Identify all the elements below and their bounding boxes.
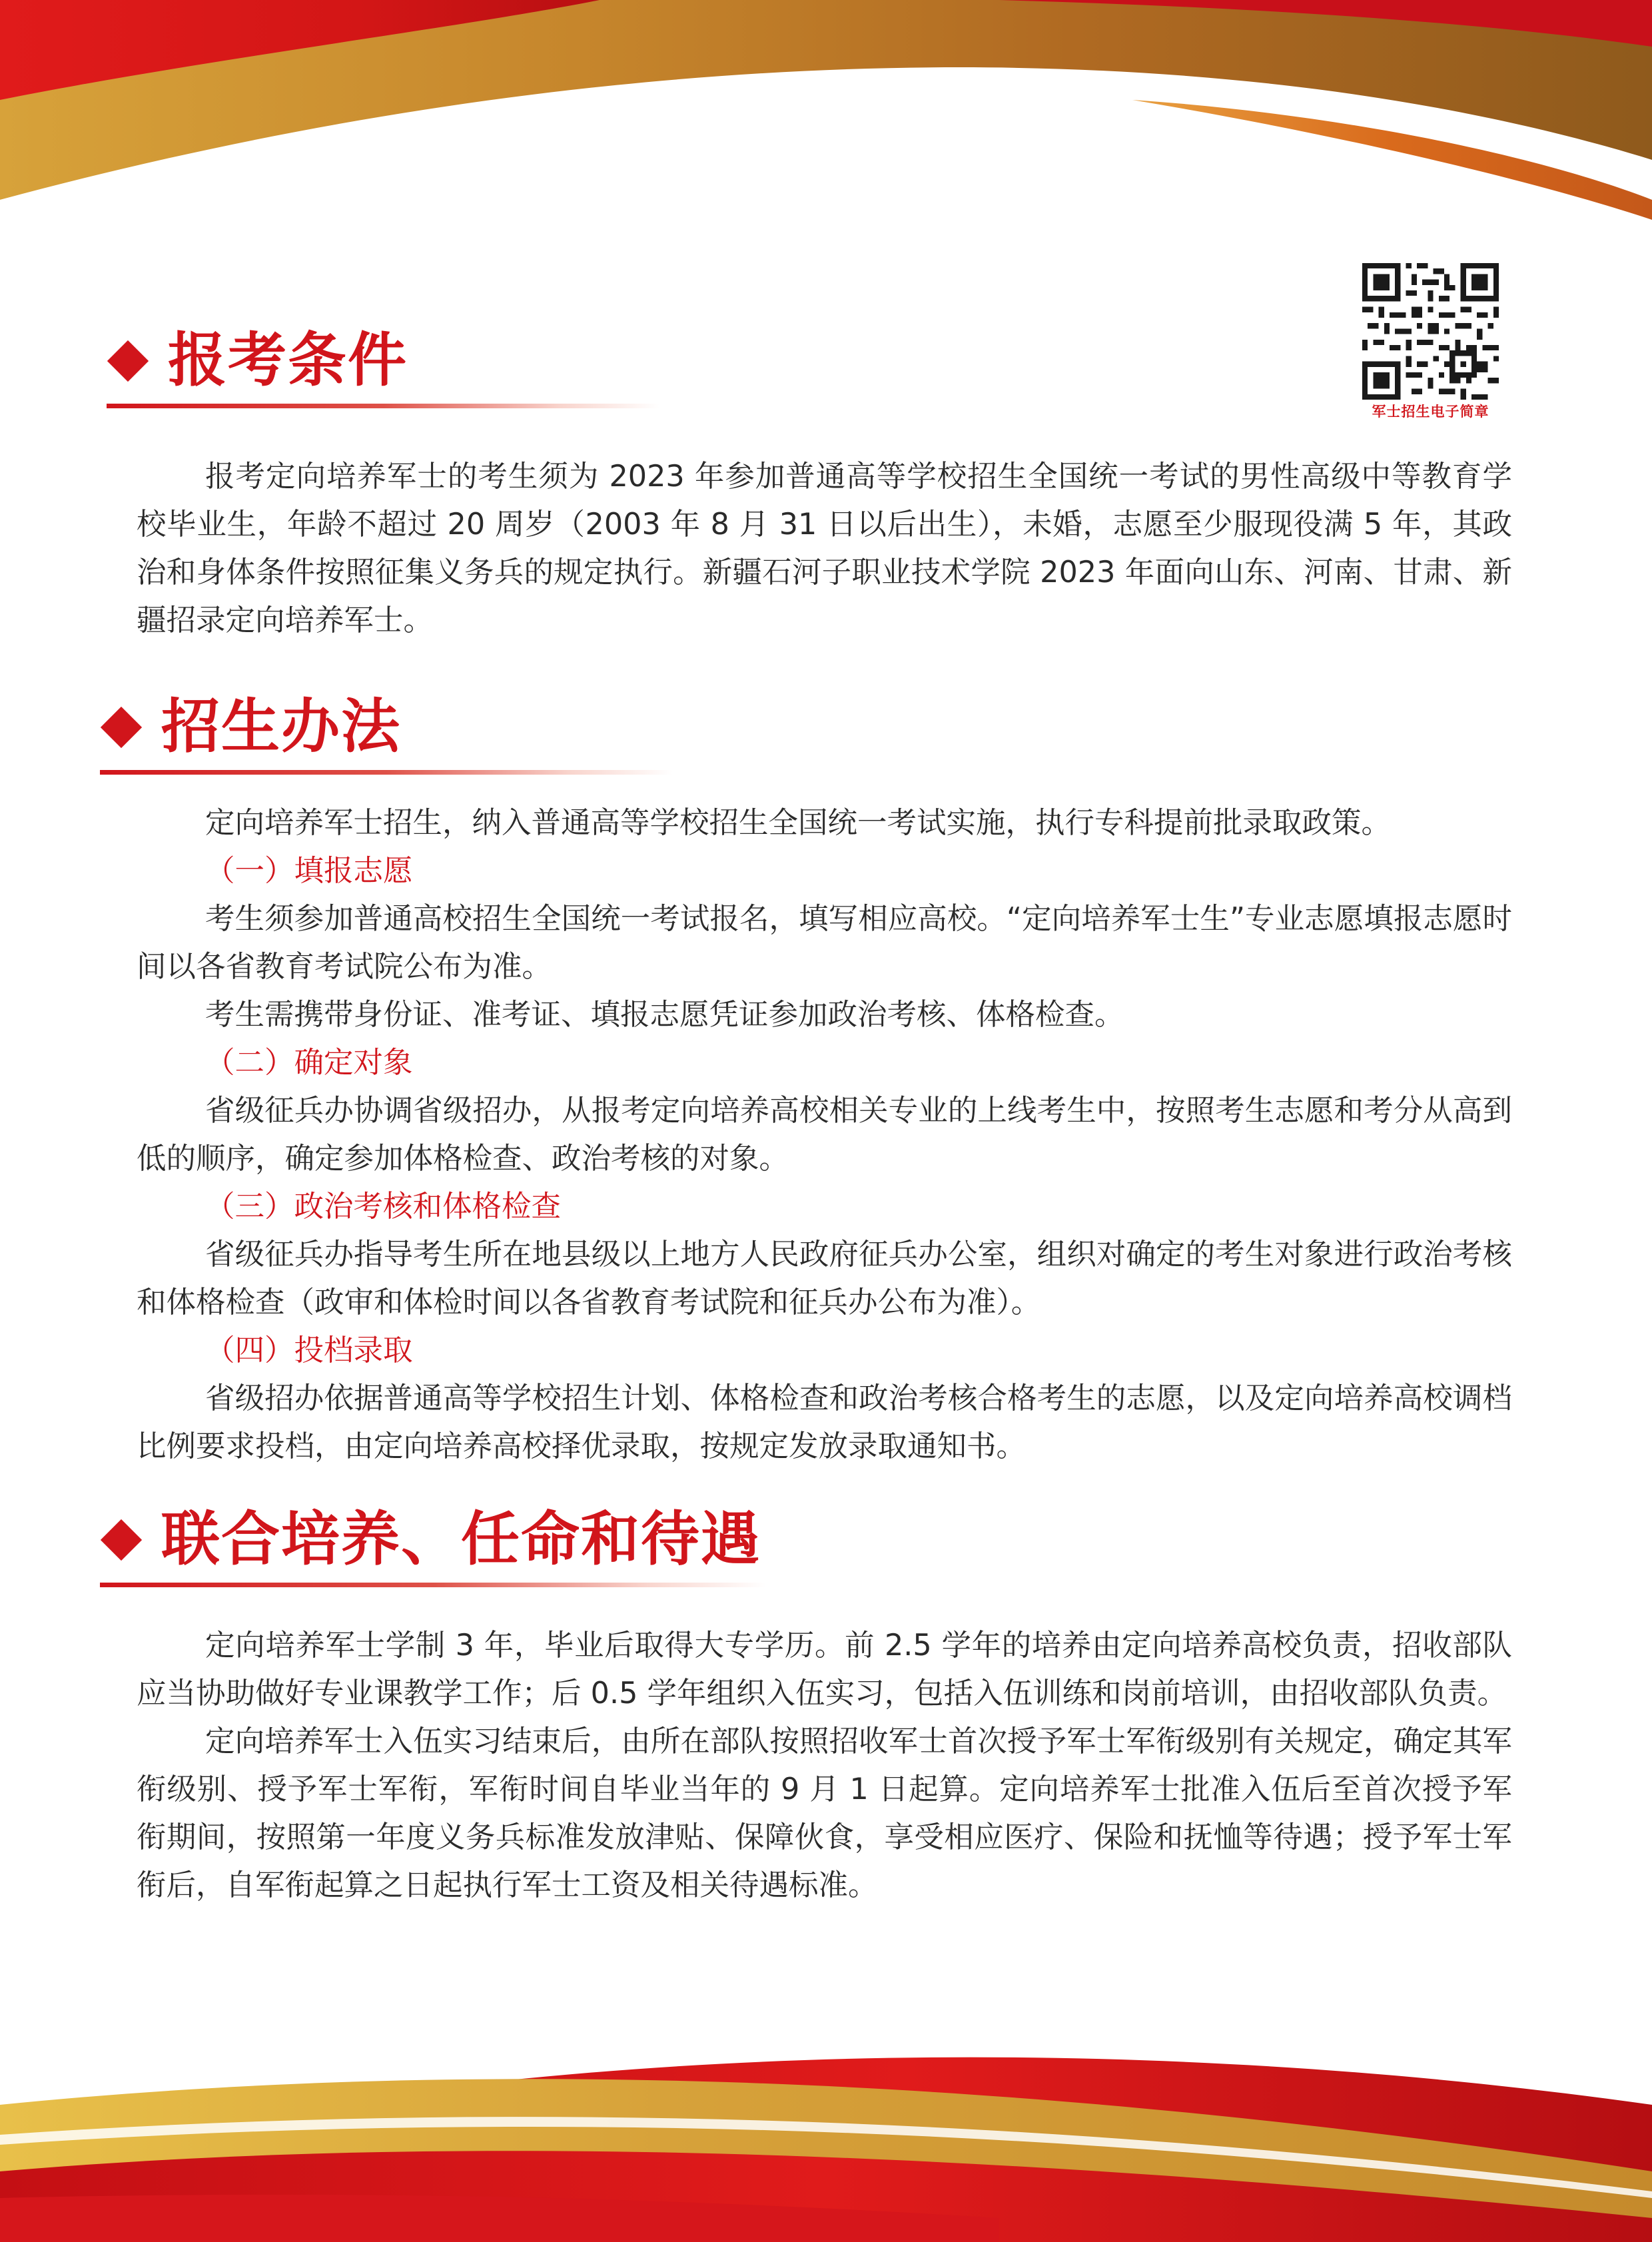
- diamond-bullet-icon: [101, 707, 142, 748]
- section-underline: [107, 404, 659, 408]
- section-body-admission-method: [137, 799, 1512, 1471]
- paragraph: 考生须参加普通高校招生全国统一考试报名，填写相应高校。“定向培养军士生”专业志愿填报志愿时间以各省教育考试院公布为准。: [137, 902, 1512, 984]
- paragraph: 省级征兵办协调省级招办，从报考定向培养高校相关专业的上线考生中，按照考生志愿和考分从高到低的顺序，确定参加体格检查、政治考核的对象。: [137, 1094, 1512, 1176]
- section-header-eligibility: [107, 320, 706, 413]
- qr-code-block: [1362, 263, 1499, 422]
- paragraph: 定向培养军士入伍实习结束后，由所在部队按照招收军士首次授予军士军衔级别有关规定，确定其军衔级别、授予军士军衔，军衔时间自毕业当年的 9 月 1 日起算。定向培养军士批准入伍后至首次授予军衔期间，按照第一年度义务兵标准发放津贴、保障伙食，享受相应医疗、保险和抚恤等待遇；授予军士军衔后，自军衔起算之日起执行军士工资及相关待遇标准。: [137, 1724, 1512, 1902]
- paragraph: 定向培养军士学制 3 年，毕业后取得大专学历。前 2.5 学年的培养由定向培养高校负责，招收部队应当协助做好专业课教学工作；后 0.5 学年组织入伍实习，包括入伍训练和岗前培训，由招收部队负责。: [137, 1629, 1512, 1710]
- section-title: 联合培养、任命和待遇: [161, 1505, 761, 1573]
- subheading: （四）投档录取: [205, 1333, 413, 1367]
- section-header-training-appointment-benefits: [100, 1499, 866, 1592]
- qr-caption: 军士招生电子简章: [1372, 404, 1489, 420]
- section-title: 招生办法: [161, 692, 402, 761]
- section-body-training-appointment-benefits: [137, 1622, 1512, 1910]
- subheading: （三）政治考核和体格检查: [205, 1190, 562, 1224]
- section-underline: [100, 1583, 766, 1587]
- section-underline: [100, 770, 673, 775]
- section-header-admission-method: [100, 686, 699, 779]
- paragraph: 省级招办依据普通高等学校招生计划、体格检查和政治考核合格考生的志愿，以及定向培养高校调档比例要求投档，由定向培养高校择优录取，按规定发放录取通知书。: [137, 1381, 1512, 1463]
- diamond-bullet-icon: [107, 340, 149, 382]
- paragraph: 定向培养军士招生，纳入普通高等学校招生全国统一考试实施，执行专科提前批录取政策。: [205, 806, 1392, 840]
- diamond-bullet-icon: [101, 1519, 142, 1561]
- subheading: （一）填报志愿: [205, 854, 413, 888]
- paragraph: 报考定向培养军士的考生须为 2023 年参加普通高等学校招生全国统一考试的男性高级中等教育学校毕业生，年龄不超过 20 周岁（2003 年 8 月 31 日以后出生），未婚，志愿至少服现役满 5 年，其政治和身体条件按照征集义务兵的规定执行。新疆石河子职业技术学院 2023 年面向山东、河南、甘肃、新疆招录定向培养军士。: [137, 460, 1512, 637]
- section-body-eligibility: [137, 453, 1512, 645]
- subheading: （二）确定对象: [205, 1046, 413, 1080]
- top-decorative-ribbon: [0, 0, 1652, 220]
- bottom-decorative-ribbon: [0, 2018, 1652, 2242]
- section-title: 报考条件: [168, 326, 408, 394]
- paragraph: 考生需携带身份证、准考证、填报志愿凭证参加政治考核、体格检查。: [205, 998, 1124, 1032]
- qr-code-image[interactable]: [1362, 263, 1499, 400]
- paragraph: 省级征兵办指导考生所在地县级以上地方人民政府征兵办公室，组织对确定的考生对象进行政治考核和体格检查（政审和体检时间以各省教育考试院和征兵办公布为准）。: [137, 1238, 1512, 1319]
